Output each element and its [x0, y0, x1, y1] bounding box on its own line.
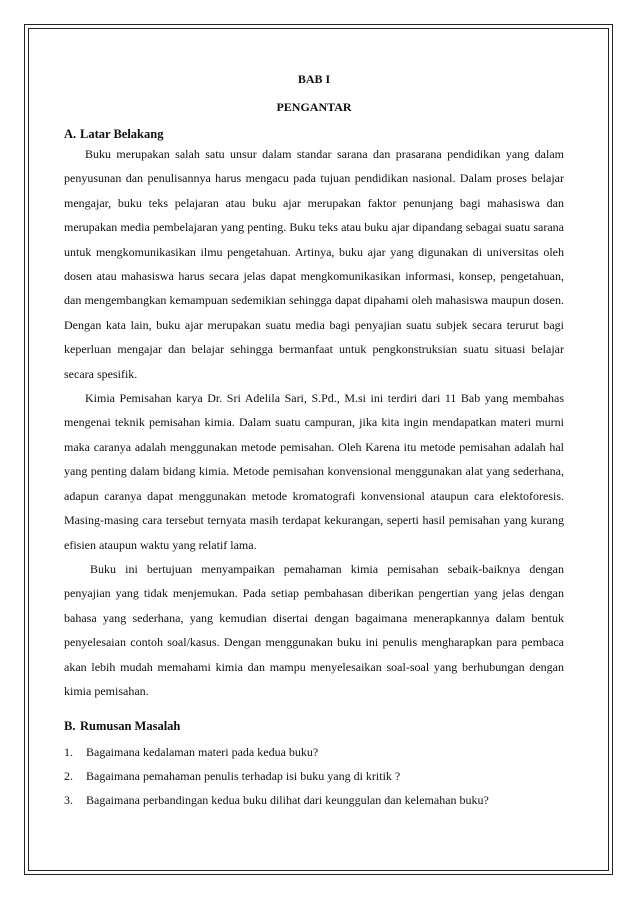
chapter-number: BAB I [297, 72, 331, 86]
section-a-heading [64, 127, 564, 142]
section-a-letter: A. [64, 127, 77, 141]
list-item-text: Bagaimana perbandingan kedua buku dilihat dari keunggulan dan kelemahan buku? [86, 793, 489, 808]
paragraph-3: Buku ini bertujuan menyampaikan pemahaman kimia pemisahan sebaik-baiknya dengan penyajian yang tidak menjemukan. Pada setiap pembahasan diberikan pengertian yang jelas dengan bahasa yang sederhana, yang kemudian disertai dengan bagaimana menerapkannya dalam bentuk penyelesaian contoh soal/kasus. Dengan menggunakan buku ini penulis mengharapkan para pembaca akan lebih mudah memahami kimia dan mampu menyelesaikan soal-soal yang berhubungan dengan kimia pemisahan. [64, 561, 564, 698]
problem-list [64, 740, 564, 812]
list-item [64, 740, 564, 764]
section-a-title: Latar Belakang [80, 127, 164, 141]
chapter-title: PENGANTAR [276, 100, 352, 114]
list-item-number: 2. [64, 769, 73, 784]
list-item-number: 3. [64, 793, 73, 808]
document-body [64, 72, 564, 812]
list-item-text: Bagaimana pemahaman penulis terhadap isi buku yang di kritik ? [86, 769, 401, 784]
list-item [64, 788, 564, 812]
paragraph-2: Kimia Pemisahan karya Dr. Sri Adelila Sari, S.Pd., M.si ini terdiri dari 11 Bab yang membahas mengenai teknik pemisahan kimia. Dalam suatu campuran, jika kita ingin mendapatkan materi murni maka caranya adalah menggunakan metode pemisahan. Oleh Karena itu metode pemisahan adalah hal yang penting dalam bidang kimia. Metode pemisahan konvensional menggunakan alat yang sederhana, adapun caranya dapat menggunakan metode kromatografi konvensional ataupun cara elektoforesis. Masing-masing cara tersebut ternyata masih terdapat kekurangan, seperti hasil pemisahan yang kurang efisien ataupun waktu yang relatif lama. [64, 391, 564, 552]
list-item-number: 1. [64, 745, 73, 760]
section-b-title: Rumusan Masalah [80, 719, 181, 734]
list-item-text: Bagaimana kedalaman materi pada kedua buku? [86, 745, 319, 760]
section-b-heading [64, 719, 564, 734]
list-item [64, 764, 564, 788]
paragraph-1: Buku merupakan salah satu unsur dalam standar sarana dan prasarana pendidikan yang dalam penyusunan dan penulisannya harus mengacu pada tujuan pendidikan nasional. Dalam proses belajar mengajar, buku teks pelajaran atau buku ajar merupakan faktor penunjang bagi mahasiswa dan merupakan media pembelajaran yang penting. Buku teks atau buku ajar dipandang sebagai suatu sarana untuk mengkomunikasikan ilmu pengetahuan. Artinya, buku ajar yang digunakan di universitas oleh dosen atau mahasiswa harus secara jelas dapat mengkomunikasikan informasi, konsep, pengetahuan, dan mengembangkan kemampuan sedemikian sehingga dapat dipahami oleh mahasiswa maupun dosen. Dengan kata lain, buku ajar merupakan suatu media bagi penyajian suatu subjek secara terurut bagi keperluan mengajar dan belajar sehingga bermanfaat untuk pengkonstruksian suatu situasi belajar secara spesifik. [64, 147, 564, 381]
section-b-letter: B. [64, 719, 76, 734]
